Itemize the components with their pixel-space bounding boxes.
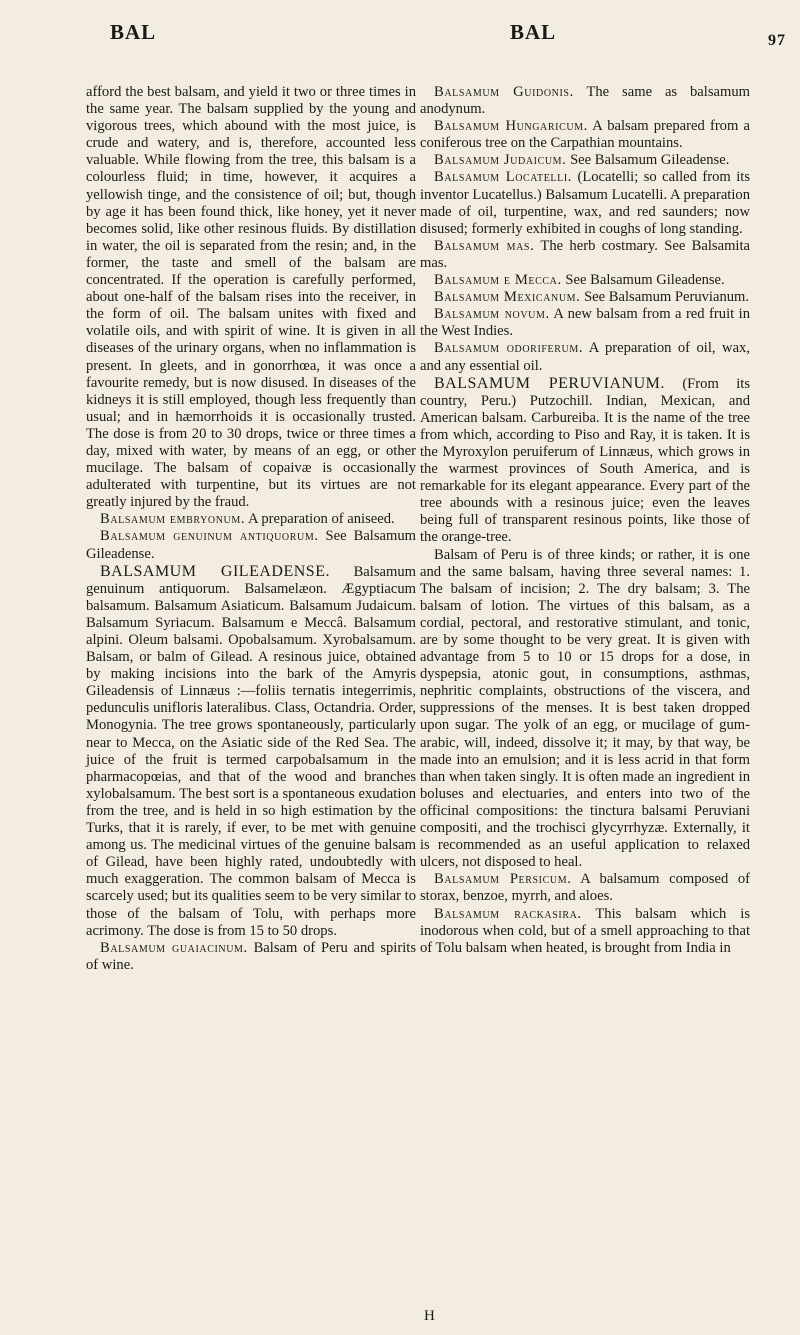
entry-paragraph: afford the best balsam, and yield it two or three times in the same year. The balsam supplied by the young and vigorous trees, which abound with the most juice, is crude and watery, and is, therefore, accounted less valuable. While flowing from the tree, this balsam is a colourless fluid; in time, however, it acquires a yellowish tinge, and the consistence of oil; but, though by age it has been found thick, like honey, yet it never becomes solid, like other resinous fluids. By distillation in water, the oil is separated from the resin; and, in the former, the taste and smell of the balsam are concentrated. If the operation is carefully performed, about one-half of the balsam rises into the receiver, in the form of oil. The balsam unites with fixed and volatile oils, and with spirit of wine. It is given in all diseases of the urinary organs, when no inflammation is present. In gleets, and in gonorrhœa, it was once a favourite remedy, but is now disused. In diseases of the kidneys it is still employed, though less frequently than usual; and in hæmorrhoids it is occasionally trusted. The dose is from 20 to 30 drops, twice or three times a day, mixed with water, by means of an egg, or other mucilage. The balsam of copaivæ is occasionally adulterated with turpentine, but its virtues are not greatly injured by the fraud. <box>86 84 416 511</box>
entry-balsamum-gileadense: BALSAMUM GILEADENSE. Balsamum genuinum antiquorum. Balsamelæon. Ægyptiacum balsamum. Balsamum Asiaticum. Balsamum Judaicum. Balsamum Syriacum. Balsamum e Meccâ. Balsamum alpini. Oleum balsami. Opobalsamum. Xyrobalsamum. Balsam, or balm of Gilead. A resinous juice, obtained by making incisions into the bark of the Amyris Gileadensis of Linnæus :—foliis ternatis integerrimis, pedunculis unifloris lateralibus. Class, Octandria. Order, Monogynia. The tree grows spontaneously, particularly near to Mecca, on the Asiatic side of the Red Sea. The juice of the fruit is termed carpobalsamum in the pharmacopœias, and that of the wood and branches xylobalsamum. The best sort is a spontaneous exudation from the tree, and is held in so high estimation by the Turks, that it is rarely, if ever, to be met with genuine among us. The medicinal virtues of the genuine balsam of Gilead, have been highly rated, undoubtedly with much exaggeration. The common balsam of Mecca is scarcely used; but its qualities seem to be very similar to those of the balsam of Tolu, with perhaps more acrimony. The dose is from 15 to 50 drops. <box>86 562 417 939</box>
entry-balsamum-rackasira: Balsamum rackasira. This balsam which is inodorous when cold, but of a smell approaching to that of Tolu balsam when heated, is brought from India in <box>420 905 750 956</box>
page-number: 97 <box>768 32 786 49</box>
signature-mark: H <box>424 1308 435 1324</box>
entry-balsamum-persicum: Balsamum Persicum. A balsamum composed of storax, benzoe, myrrh, and aloes. <box>420 871 750 905</box>
entry-balsamum-embryonum: Balsamum embryonum. A preparation of aniseed. <box>100 511 395 528</box>
entry-balsamum-guidonis: Balsamum Guidonis. The same as balsamum anodynum. <box>420 84 750 118</box>
entry-balsamum-odoriferum: Balsamum odoriferum. A preparation of oil, wax, and any essential oil. <box>420 340 750 374</box>
entry-balsamum-genuinum: Balsamum genuinum antiquorum. See Balsamum Gileadense. <box>86 528 417 562</box>
entry-balsamum-hungaricum: Balsamum Hungaricum. A balsam prepared from a coniferous tree on the Carpathian mountains. <box>420 118 750 152</box>
running-head-left: BAL <box>110 20 157 44</box>
entry-balsamum-guaiacinum: Balsamum guaiacinum. Balsam of Peru and spirits of wine. <box>86 939 416 973</box>
running-head-right: BAL <box>510 20 557 44</box>
entry-balsamum-judaicum: Balsamum Judaicum. See Balsamum Gileadense. <box>434 152 730 169</box>
entry-balsamum-peruvianum: BALSAMUM PERUVIANUM. (From its country, Peru.) Putzochill. Indian, Mexican, and American balsam. Carbureiba. It is the name of the tree from which, according to Piso and Ray, it is taken. It is the Myroxylon peruiferum of Linnæus, which grows in the warmest provinces of South America, and is remarkable for its elegant appearance. Every part of the tree abounds with a resinous juice; even the leaves being full of transparent resinous points, like those of the orange-tree. <box>420 374 750 546</box>
entry-balsamum-mexicanum: Balsamum Mexicanum. See Balsamum Peruvianum. <box>434 289 750 306</box>
entry-balsamum-e-mecca: Balsamum e Mecca. See Balsamum Gileadense. <box>434 272 725 289</box>
entry-balsamum-locatelli: Balsamum Locatelli. (Locatelli; so called from its inventor Lucatellus.) Balsamum Lucatelli. A preparation made of oil, turpentine, wax, and red saunders; now disused; formerly exhibited in coughs of long standing. <box>420 169 750 237</box>
entry-balsamum-mas: Balsamum mas. The herb costmary. See Balsamita mas. <box>420 237 751 271</box>
entry-balsamum-novum: Balsamum novum. A new balsam from a red fruit in the West Indies. <box>420 306 750 340</box>
right-column <box>420 84 750 957</box>
entry-peru-continued: Balsam of Peru is of three kinds; or rather, it is one and the same balsam, having three several names: 1. The balsam of incision; 2. The dry balsam; 3. The balsam of lotion. The virtues of this balsam, as a cordial, pectoral, and restorative stimulant, and tonic, are by some thought to be very great. It is given with advantage from 5 to 10 or 15 drops for a dose, in dyspepsia, atonic gout, in consumptions, asthmas, nephritic complaints, obstructions of the viscera, and suppressions of the menses. It is best taken dropped upon sugar. The yolk of an egg, or mucilage of gum-arabic, will, indeed, dissolve it; it may, by that way, be made into an emulsion; and it is less acrid in that form than when taken singly. It is often made an ingredient in boluses and electuaries, and enters into two of the officinal compositions: the tinctura balsami Peruviani compositi, and the trochisci glycyrrhyzæ. Externally, it is recommended as an useful application to relaxed ulcers, not disposed to heal. <box>420 546 750 871</box>
left-column <box>86 84 416 974</box>
